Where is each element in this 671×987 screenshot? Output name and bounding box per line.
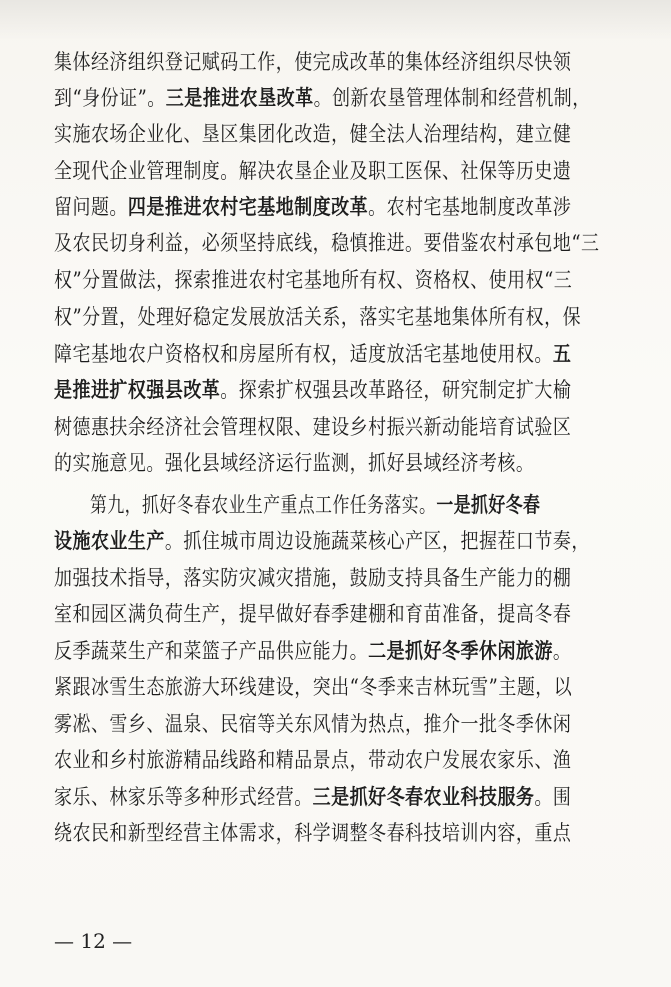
text-line [54, 527, 628, 555]
text-segment: 权”分置，处理好稳定发展放活关系，落实宅基地集体所有权，保 [54, 305, 582, 329]
text-segment: 的实施意见。强化县域经济运行监测，抓好县域经济考核。 [54, 451, 535, 475]
text-line [54, 783, 628, 811]
text-line [54, 48, 628, 76]
text-segment: 。围 [534, 785, 572, 809]
text-segment: 。创新农垦管理体制和经营机制， [313, 86, 591, 110]
bold-text-segment: 二是抓好冬季休闲旅游 [368, 638, 553, 663]
text-segment: 全现代企业管理制度。解决农垦企业及职工医保、社保等历史遗 [54, 159, 572, 183]
text-line [54, 157, 628, 185]
bold-text-segment: 一是抓好冬春 [436, 492, 541, 517]
text-segment: 到“身份证”。 [54, 86, 166, 110]
text-line [54, 120, 628, 148]
text-segment: 反季蔬菜生产和菜篮子产品供应能力。 [54, 639, 369, 663]
text-line [54, 376, 628, 404]
text-line [54, 819, 628, 847]
text-line [90, 491, 628, 519]
text-segment: 绕农民和新型经营主体需求，科学调整冬春科技培训内容，重点 [54, 821, 572, 845]
bold-text-segment: 设施农业生产 [54, 528, 165, 553]
text-segment: 农业和乡村旅游精品线路和精品景点，带动农户发展农家乐、渔 [54, 748, 572, 772]
text-line [54, 449, 628, 477]
bold-text-segment: 三是推进农垦改革 [165, 85, 314, 110]
bold-text-segment: 四是推进农村宅基地制度改革 [127, 194, 369, 219]
text-segment: 。抓住城市周边设施蔬菜核心产区，把握茬口节奏， [164, 529, 590, 553]
text-line [54, 303, 628, 331]
text-segment: 权”分置做法，探索推进农村宅基地所有权、资格权、使用权“三 [54, 268, 573, 292]
page-number: — 12 — [54, 929, 133, 953]
scan-shadow [0, 0, 671, 40]
text-line [54, 84, 628, 112]
text-line [54, 746, 628, 774]
text-line [54, 564, 628, 592]
text-line [54, 229, 628, 257]
bold-text-segment: 三是抓好冬春农业科技服务 [312, 784, 535, 809]
text-segment: 。农村宅基地制度改革涉 [368, 195, 572, 219]
text-segment: 室和园区满负荷生产，提早做好春季建棚和育苗准备，提高冬春 [54, 602, 572, 626]
text-line [54, 637, 628, 665]
text-segment: 雾凇、雪乡、温泉、民宿等关东风情为热点，推介一批冬季休闲 [54, 712, 572, 736]
text-line [54, 413, 628, 441]
bold-text-segment: 是推进扩权强县改革 [54, 377, 221, 402]
text-line [54, 340, 628, 368]
text-segment: 实施农场企业化、垦区集团化改造，健全法人治理结构，建立健 [54, 122, 572, 146]
text-line [54, 600, 628, 628]
text-segment: 树德惠扶余经济社会管理权限、建设乡村振兴新动能培育试验区 [54, 415, 572, 439]
text-segment: 留问题。 [54, 195, 128, 219]
bold-text-segment: 五 [552, 341, 572, 366]
text-segment: 家乐、林家乐等多种形式经营。 [54, 785, 313, 809]
text-line [54, 710, 628, 738]
text-segment: 。 [552, 639, 572, 663]
text-line [54, 193, 628, 221]
text-segment: 集体经济组织登记赋码工作，使完成改革的集体经济组织尽快领 [54, 50, 572, 74]
text-line [54, 266, 628, 294]
text-segment: 障宅基地农户资格权和房屋所有权，适度放活宅基地使用权。 [54, 342, 553, 366]
text-line [54, 673, 628, 701]
text-segment: 加强技术指导，落实防灾减灾措施，鼓励支持具备生产能力的棚 [54, 566, 572, 590]
text-segment: 及农民切身利益，必须坚持底线，稳慎推进。要借鉴农村承包地“三 [54, 231, 600, 255]
text-segment: 紧跟冰雪生态旅游大环线建设，突出“冬季来吉林玩雪”主题，以 [54, 675, 573, 699]
text-segment: 。探索扩权强县改革路径，研究制定扩大榆 [220, 378, 572, 402]
text-segment: 第九，抓好冬春农业生产重点工作任务落实。 [90, 493, 437, 517]
